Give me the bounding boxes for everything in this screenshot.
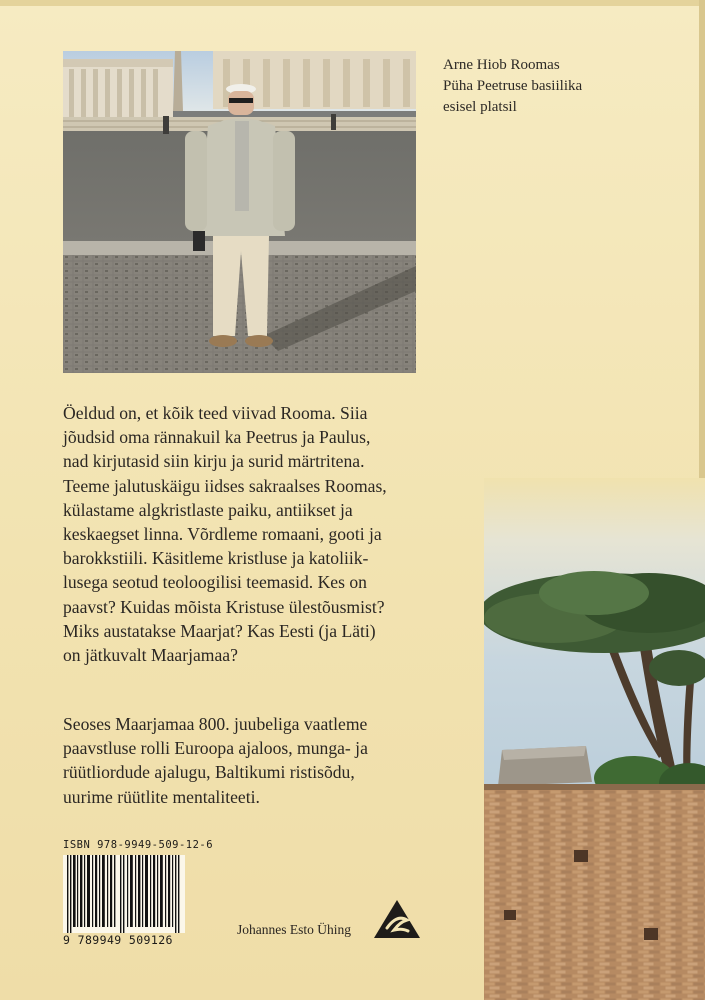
text-line: uurime rüütlite mentaliteeti. — [63, 786, 260, 807]
text-line: Öeldud on, et kõik teed viivad Rooma. Siia — [63, 403, 368, 423]
barcode — [63, 855, 185, 933]
pine-ruins-image — [484, 478, 705, 1000]
photo-caption — [443, 55, 683, 118]
caption-line: Arne Hiob Roomas — [443, 57, 560, 73]
caption-line: Püha Peetruse basiilika — [443, 78, 583, 94]
text-line: Seoses Maarjamaa 800. juubeliga vaatleme — [63, 714, 368, 734]
text-line: jõudsid oma rännakuil ka Peetrus ja Paulus, — [63, 427, 371, 448]
text-line: rüütliordude ajalugu, Baltikumi ristisõdu, — [63, 762, 355, 783]
barcode-bars — [63, 855, 185, 933]
author-photo-illustration — [63, 51, 416, 373]
text-line: nad kirjutasid siin kirju ja surid märtritena. — [63, 451, 365, 472]
text-line: paavst? Kuidas mõista Kristuse ülestõusmist? — [63, 596, 385, 617]
text-line: lusega seotud teoloogilisi teemasid. Kes on — [63, 572, 367, 593]
text-line: keskaegset linna. Võrdleme romaani, gooti ja — [63, 524, 382, 545]
blurb-paragraph-1 — [63, 401, 463, 667]
text-line: on jätkuvalt Maarjamaa? — [63, 645, 238, 666]
isbn-label: ISBN 978-9949-509-12-6 — [63, 839, 214, 851]
author-photo — [63, 51, 416, 373]
barcode-digits: 9 789949 509126 — [63, 933, 173, 947]
text-line: Teeme jalutuskäigu iidses sakraalses Roomas, — [63, 475, 387, 496]
blurb-paragraph-2 — [63, 712, 463, 809]
text-line: paavstluse rolli Euroopa ajaloos, munga- ja — [63, 738, 368, 759]
caption-line: esisel platsil — [443, 99, 517, 115]
text-line: külastame algkristlaste paiku, antiikset ja — [63, 499, 353, 520]
pine-ruins-illustration — [484, 478, 705, 1000]
text-line: Miks austatakse Maarjat? Kas Eesti (ja Läti) — [63, 620, 376, 641]
text-line: barokkstiili. Käsitleme kristluse ja katoliik- — [63, 548, 369, 569]
publisher-logo-icon — [372, 898, 422, 940]
cover-top-edge — [0, 0, 705, 6]
publisher-name: Johannes Esto Ühing — [237, 922, 351, 937]
